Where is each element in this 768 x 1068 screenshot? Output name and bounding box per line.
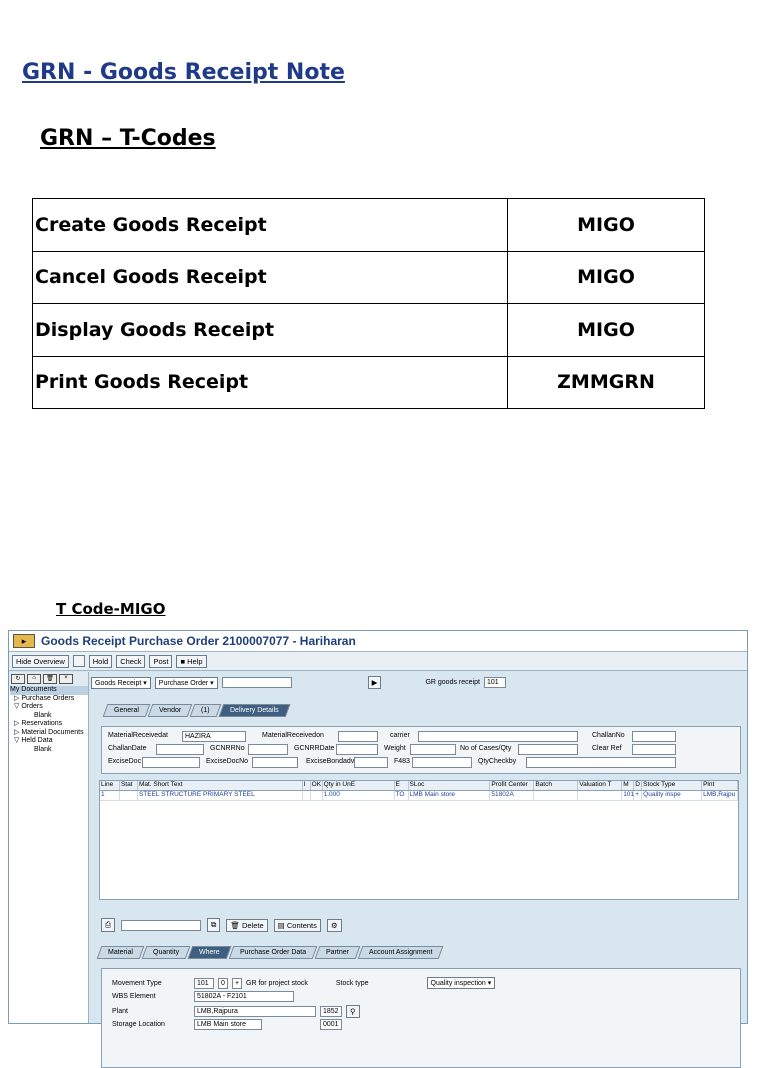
cell-qty: 1.000 (323, 791, 395, 800)
clear-ref-label: Clear Ref (592, 745, 622, 752)
trash-icon[interactable]: 🗑 (43, 674, 57, 684)
table-row (33, 356, 705, 409)
item-toolbar (101, 918, 342, 932)
storage-location-field[interactable]: LMB Main store (194, 1019, 262, 1030)
tab-po-data[interactable] (228, 946, 317, 959)
col-stat[interactable]: Stat (120, 781, 138, 790)
carrier-field[interactable] (418, 731, 578, 742)
tcode-action: Create Goods Receipt (33, 199, 508, 252)
excise-bond-label: ExciseBondadv (306, 758, 355, 765)
slide-title: GRN - Goods Receipt Note (22, 60, 345, 85)
gcnrrno-label: GCNRRNo (210, 745, 245, 752)
plant-lookup-icon[interactable]: ⚲ (346, 1005, 360, 1018)
transaction-value: Goods Receipt (95, 679, 142, 687)
excise-doc-label: ExciseDoc (108, 758, 142, 765)
tab-label: Purchase Order Data (239, 949, 306, 956)
transaction-icon[interactable]: ▸ (13, 634, 35, 648)
cell-mv: 101 (623, 791, 635, 798)
stock-type-value: Quality inspection (430, 980, 486, 987)
cell-plnt: LMB,Rajpu (702, 791, 738, 800)
no-of-cases-field[interactable] (518, 744, 578, 755)
tab-quantity[interactable] (142, 946, 191, 959)
tree-item-label: Purchase Orders (21, 694, 75, 702)
movement-flag-field[interactable]: 0 (218, 978, 228, 989)
col-valuation[interactable]: Valuation T (578, 781, 622, 790)
col-unit[interactable]: E (395, 781, 409, 790)
tree-item[interactable]: Blank (34, 711, 52, 719)
header-tabs (105, 704, 287, 717)
tab-where[interactable] (188, 946, 231, 959)
tcode-code: MIGO (508, 199, 705, 252)
post-button[interactable]: Post (149, 655, 172, 668)
tree-item-label: Material Documents (21, 728, 84, 736)
tab-label: Where (198, 949, 220, 956)
wbs-row (112, 991, 294, 1002)
cell-i (303, 791, 311, 800)
tree-item-label: Held Data (21, 737, 53, 744)
where-detail-box (101, 968, 741, 1068)
tab-label: Vendor (158, 707, 182, 714)
reference-value: Purchase Order (158, 679, 209, 687)
gcnrrdate-field[interactable] (336, 744, 378, 755)
panel-toolbar (9, 672, 88, 686)
documents-panel (9, 672, 89, 1023)
contents-button[interactable] (274, 919, 321, 932)
tab-label: (1) (201, 707, 210, 714)
tcode-code: MIGO (508, 304, 705, 357)
table-row (33, 251, 705, 304)
plant-row (112, 1005, 360, 1018)
check-button[interactable]: Check (116, 655, 145, 668)
col-d[interactable]: D (634, 781, 642, 790)
cell-batch (534, 791, 578, 800)
cell-profit: 51802A (490, 791, 534, 800)
col-sloc[interactable]: SLoc (409, 781, 491, 790)
challan-no-field[interactable] (632, 731, 676, 742)
settings-icon[interactable]: ⚙ (327, 919, 342, 932)
col-m[interactable]: M (622, 781, 634, 790)
cell-line: 1 (100, 791, 120, 800)
migo-label: T Code-MIGO (56, 600, 166, 618)
home-icon[interactable]: ⌂ (27, 674, 41, 684)
excise-doc-no-field[interactable] (252, 757, 298, 768)
tree-item[interactable]: ▷ Purchase Orders (14, 694, 75, 702)
sap-window (8, 630, 748, 1028)
tab-label: Delivery Details (229, 707, 279, 714)
wbs-field[interactable]: 51802A - F2101 (194, 991, 294, 1002)
col-batch[interactable]: Batch (534, 781, 578, 790)
sap-titlebar (9, 631, 747, 651)
tab-account-assignment[interactable] (357, 946, 443, 959)
slide-subtitle: GRN – T-Codes (40, 126, 216, 151)
plant-label: Plant (112, 1008, 128, 1015)
migo-main (91, 672, 747, 1028)
cell-d: + (634, 791, 642, 800)
wbs-label: WBS Element (112, 993, 156, 1000)
stock-type-select[interactable]: Quality inspection ▾ (427, 977, 496, 989)
refresh-icon[interactable]: ↻ (11, 674, 25, 684)
po-number-field[interactable] (222, 677, 292, 688)
grid-header (100, 781, 738, 791)
selection-row (91, 676, 506, 689)
tcode-action: Display Goods Receipt (33, 304, 508, 357)
col-profit[interactable]: Profit Center (490, 781, 534, 790)
delivery-details-box (101, 726, 741, 774)
tab-label: Quantity (152, 949, 179, 956)
cell-stat (120, 791, 138, 800)
tcode-code: MIGO (508, 251, 705, 304)
col-qty[interactable]: Qty in UnE (323, 781, 395, 790)
execute-icon[interactable]: ▶ (368, 676, 382, 689)
item-grid (99, 780, 739, 900)
excise-doc-field[interactable] (142, 757, 200, 768)
material-received-at-label: MaterialReceivedat (108, 732, 168, 739)
stock-type-label: Stock type (335, 979, 369, 987)
col-line[interactable]: Line (100, 781, 120, 790)
sap-window-title: Goods Receipt Purchase Order 2100007077 - Hariharan (41, 634, 356, 648)
weight-label: Weight (384, 745, 406, 752)
tab-delivery-details[interactable] (218, 704, 289, 717)
new-document-icon[interactable] (73, 655, 85, 667)
delete-button[interactable] (226, 919, 267, 932)
weight-field[interactable] (410, 744, 456, 755)
copy-icon[interactable]: ⧉ (207, 918, 220, 932)
table-row[interactable] (100, 791, 738, 801)
gcnrrdate-label: GCNRRDate (294, 745, 335, 752)
clear-ref-field[interactable] (632, 744, 676, 755)
tab-vendor[interactable] (148, 704, 193, 717)
plant-field: LMB,Rajpura (194, 1006, 316, 1017)
challan-date-label: ChallanDate (108, 745, 147, 752)
cell-valuation (578, 791, 622, 800)
excise-bond-field[interactable] (354, 757, 388, 768)
col-i[interactable]: I (303, 781, 311, 790)
gr-value-field[interactable]: 101 (484, 677, 506, 688)
col-plnt[interactable]: Plnt (702, 781, 738, 790)
table-row (33, 199, 705, 252)
carrier-label: carrier (390, 732, 410, 739)
tcode-action: Print Goods Receipt (33, 356, 508, 409)
tab-label: Partner (325, 949, 349, 956)
tab-material[interactable] (97, 946, 145, 959)
material-received-on-label: MaterialReceivedon (262, 732, 324, 739)
f483-label: F483 (394, 758, 410, 765)
close-icon[interactable]: × (59, 674, 73, 684)
movement-text: GR for project stock (246, 979, 308, 987)
tab-label: Account Assignment (368, 949, 433, 956)
material-received-at-field[interactable]: HAZIRA (182, 731, 246, 742)
table-row (33, 304, 705, 357)
tcode-code: ZMMGRN (508, 356, 705, 409)
print-icon[interactable]: ⎙ (101, 918, 115, 932)
item-search-field[interactable] (121, 920, 201, 931)
challan-no-label: ChallanNo (592, 732, 625, 739)
tree-item-label: Orders (21, 703, 43, 710)
tree-item-label: Reservations (21, 720, 63, 727)
sap-toolbar (9, 651, 747, 671)
tree-item[interactable]: ▷ Material Documents (14, 728, 84, 736)
transaction-select[interactable]: Goods Receipt ▾ (91, 677, 151, 689)
hide-overview-button[interactable]: Hide Overview (12, 655, 69, 668)
movement-type-label: Movement Type (112, 979, 162, 987)
qty-check-field[interactable] (526, 757, 676, 768)
tab-label: Material (108, 949, 133, 956)
movement-sign-field[interactable]: + (232, 978, 242, 989)
storage-location-label: Storage Location (112, 1021, 165, 1028)
movement-type-field[interactable]: 101 (194, 978, 214, 989)
cell-unit: TO (395, 791, 409, 800)
detail-tabs (99, 946, 441, 959)
col-text[interactable]: Mat. Short Text (138, 781, 303, 790)
tree-item[interactable]: ▷ Reservations (14, 720, 63, 727)
document-tree (9, 686, 88, 754)
help-button[interactable] (176, 655, 206, 668)
delete-label: Delete (241, 920, 264, 930)
material-received-on-field[interactable] (338, 731, 378, 742)
qty-check-label: QtyCheckby (478, 758, 517, 765)
reference-select[interactable]: Purchase Order ▾ (155, 677, 218, 689)
tcodes-table (32, 198, 705, 409)
hold-button[interactable]: Hold (89, 655, 112, 668)
tab-general[interactable] (103, 704, 151, 717)
gcnrrno-field[interactable] (248, 744, 288, 755)
col-stock[interactable]: Stock Type (642, 781, 702, 790)
tab-partner[interactable] (314, 946, 360, 959)
cell-sloc: LMB Main store (409, 791, 491, 800)
help-icon: ■ (180, 656, 186, 666)
movement-type-row (112, 977, 495, 989)
col-ok[interactable]: OK (311, 781, 322, 788)
tree-item[interactable]: ▽ Held Data (14, 737, 53, 744)
help-label: Help (187, 656, 203, 666)
f483-field[interactable] (412, 757, 472, 768)
contents-label: Contents (286, 920, 317, 930)
tree-header[interactable]: My Documents (10, 686, 88, 695)
plant-code-field: 1852 (320, 1006, 342, 1017)
excise-doc-no-label: ExciseDocNo (206, 758, 249, 765)
storage-location-code: 0001 (320, 1019, 342, 1030)
delete-icon: 🗑 (230, 920, 240, 930)
tree-item[interactable]: ▽ Orders (14, 703, 43, 710)
gr-label: GR goods receipt (425, 679, 480, 686)
cell-ok[interactable] (311, 791, 323, 800)
cell-text: STEEL STRUCTURE PRIMARY STEEL (138, 791, 303, 800)
tab-custom[interactable] (190, 704, 221, 717)
cell-stock: Quality inspe (642, 791, 702, 800)
storage-location-row (112, 1019, 342, 1030)
tree-item[interactable]: Blank (34, 745, 52, 753)
tcode-action: Cancel Goods Receipt (33, 251, 508, 304)
tab-label: General (114, 707, 139, 714)
no-of-cases-label: No of Cases/Qty (460, 745, 512, 752)
challan-date-field[interactable] (156, 744, 204, 755)
contents-icon: ▤ (277, 920, 285, 930)
